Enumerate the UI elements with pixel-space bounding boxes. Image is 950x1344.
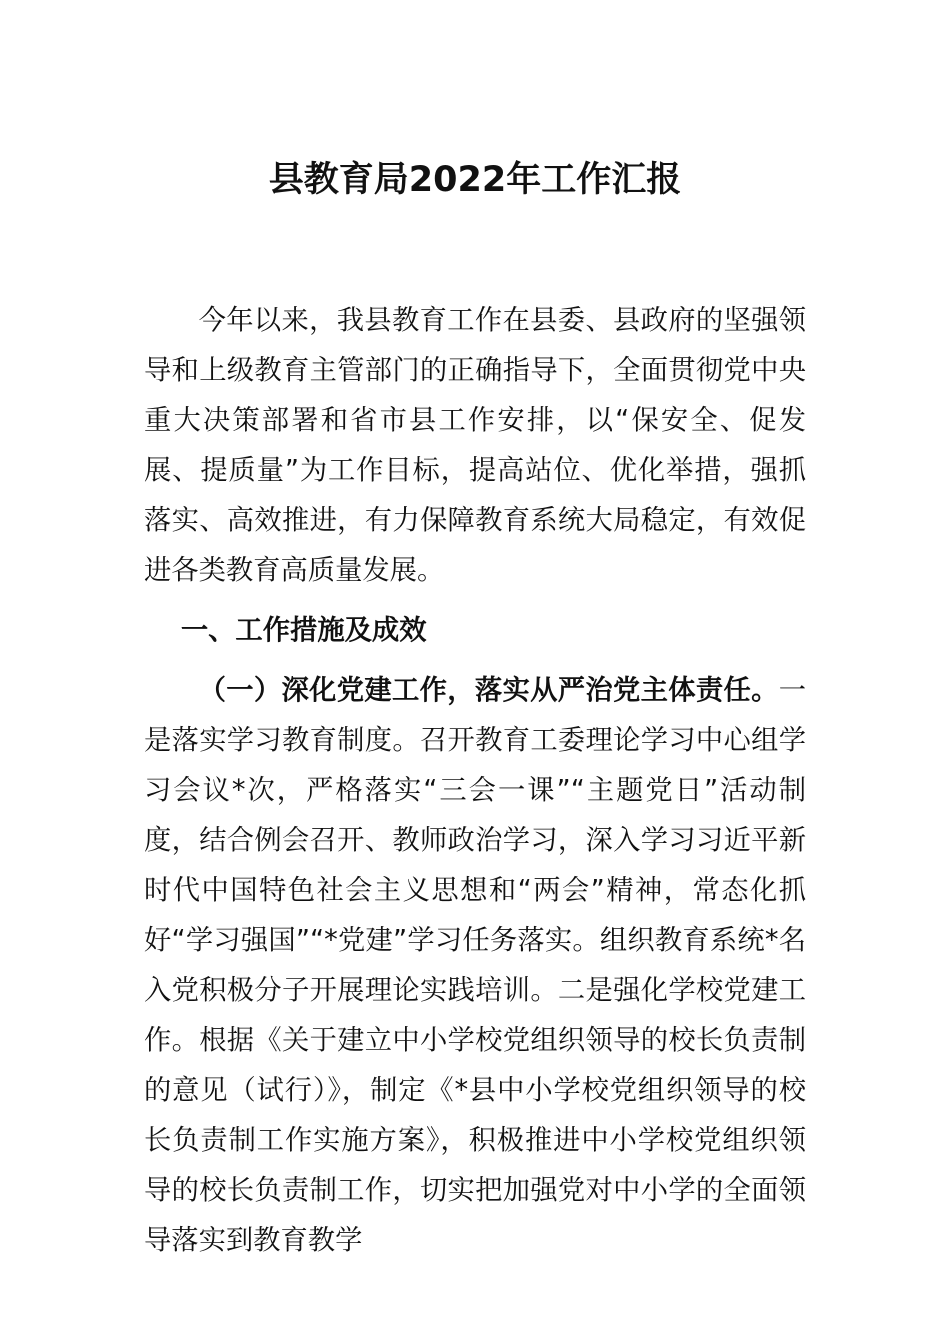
intro-paragraph: 今年以来，我县教育工作在县委、县政府的坚强领导和上级教育主管部门的正确指导下，全面贯彻党中央重大决策部署和省市县工作安排，以“保安全、促发展、提质量”为工作目标，提高站位、优化举措，强抓落实、高效推进，有力保障教育系统大局稳定，有效促进各类教育高质量发展。 <box>144 305 806 586</box>
subsection-lead: （一）深化党建工作，落实从严治党主体责任。 <box>198 675 779 706</box>
section-heading-block <box>144 606 806 656</box>
subsection-block <box>144 666 806 1266</box>
section-heading: 一、工作措施及成效 <box>180 615 427 646</box>
subsection-paragraph <box>144 666 806 1266</box>
document-title: 县教育局2022年工作汇报 <box>268 160 682 200</box>
subsection-body: 一是落实学习教育制度。召开教育工委理论学习中心组学习会议*次，严格落实“三会一课”“主题党日”活动制度，结合例会召开、教师政治学习，深入学习习近平新时代中国特色社会主义思想和“两会”精神，常态化抓好“学习强国”“*党建”学习任务落实。组织教育系统*名入党积极分子开展理论实践培训。二是强化学校党建工作。根据《关于建立中小学校党组织领导的校长负责制的意见（试行）》，制定《*县中小学校党组织领导的校长负责制工作实施方案》，积极推进中小学校党组织领导的校长负责制工作，切实把加强党对中小学的全面领导落实到教育教学 <box>144 675 806 1256</box>
intro-block <box>144 296 806 596</box>
